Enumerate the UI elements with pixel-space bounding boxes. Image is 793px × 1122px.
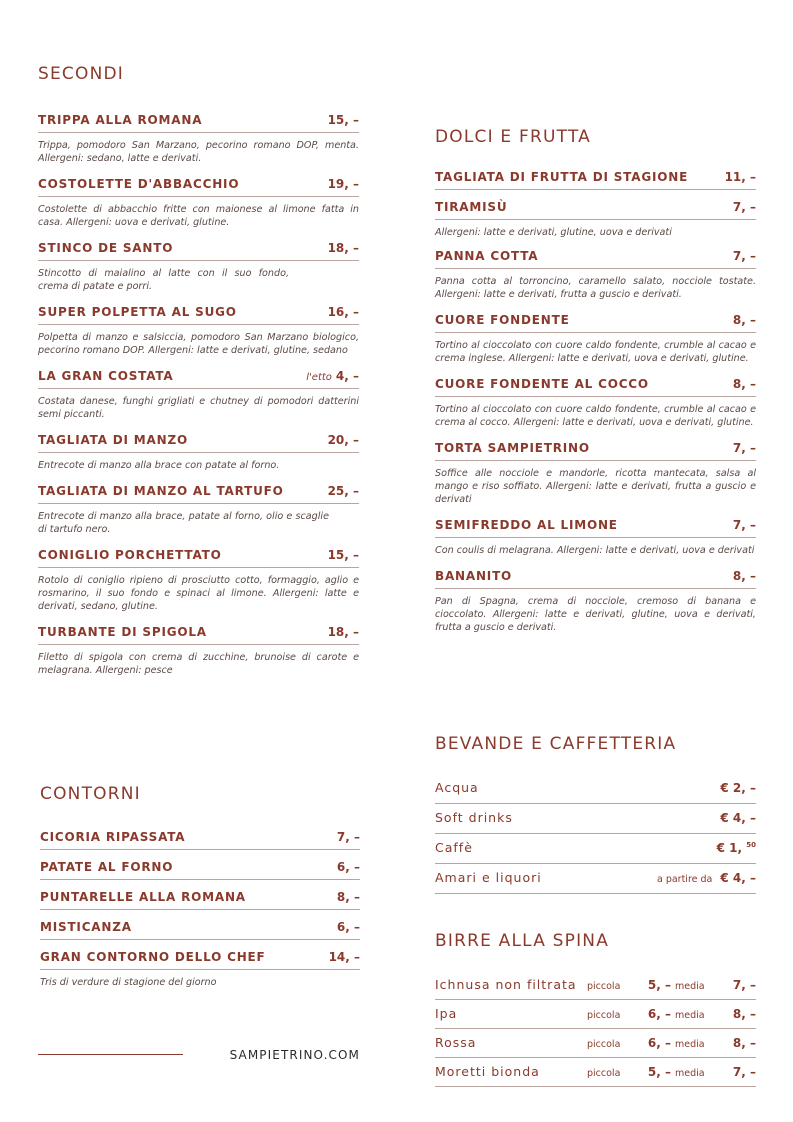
beer-row — [435, 1033, 756, 1058]
menu-item — [38, 484, 359, 536]
item-name: CONIGLIO PORCHETTATO — [38, 548, 222, 562]
item-name: PANNA COTTA — [435, 249, 539, 263]
beverage-row — [435, 870, 756, 894]
item-price: 20, – — [327, 433, 359, 447]
menu-item — [435, 313, 756, 365]
beverage-name: Acqua — [435, 780, 479, 795]
item-price: 18, – — [327, 625, 359, 639]
item-price: 8, – — [732, 569, 756, 583]
beer-price-medium: 7, – — [732, 978, 756, 992]
item-price: 8, – — [336, 890, 360, 904]
item-description: Entrecote di manzo alla brace con patate al forno. — [38, 460, 280, 471]
item-name: COSTOLETTE D'ABBACCHIO — [38, 177, 240, 191]
item-description: Con coulis di melagrana. Allergeni: latte e derivati, uova e derivati — [435, 545, 755, 556]
beer-size-medium: media — [675, 981, 705, 992]
beverage-price: € 4, – — [720, 871, 756, 885]
menu-item — [40, 830, 360, 850]
item-name: LA GRAN COSTATA — [38, 369, 174, 383]
birre-title: BIRRE ALLA SPINA — [435, 931, 610, 951]
menu-item — [40, 890, 360, 910]
item-description: Trippa, pomodoro San Marzano, pecorino romano DOP, menta. Allergeni: sedano, latte e derivati. — [38, 140, 359, 164]
beverage-price: € 2, – — [720, 781, 756, 795]
menu-item — [40, 860, 360, 880]
item-name: GRAN CONTORNO DELLO CHEF — [40, 950, 266, 964]
birre-section — [435, 933, 756, 1087]
item-name: TIRAMISÙ — [435, 200, 508, 214]
item-description: Costata danese, funghi grigliati e chutney di pomodori datterini semi piccanti. — [38, 396, 359, 420]
menu-item — [38, 113, 359, 165]
item-description: Panna cotta al torroncino, caramello salato, nocciole tostate. Allergeni: latte e derivati, frutta a guscio e derivati. — [435, 276, 756, 300]
item-name: TAGLIATA DI FRUTTA DI STAGIONE — [435, 170, 689, 184]
menu-item — [435, 249, 756, 301]
item-name: MISTICANZA — [40, 920, 132, 934]
menu-item — [38, 433, 359, 472]
item-name: TRIPPA ALLA ROMANA — [38, 113, 203, 127]
price-note: a partire da — [656, 874, 713, 885]
item-description: Allergeni: latte e derivati, glutine, uova e derivati — [435, 227, 672, 238]
beer-name: Ipa — [435, 1006, 458, 1021]
item-description: Costolette di abbacchio fritte con maionese al limone fatta in casa. Allergeni: uova e derivati, glutine. — [38, 204, 359, 228]
beer-name: Rossa — [435, 1035, 477, 1050]
item-name: PUNTARELLE ALLA ROMANA — [40, 890, 246, 904]
item-price: 6, – — [336, 920, 360, 934]
beer-size-small: piccola — [587, 1039, 621, 1050]
item-name: CICORIA RIPASSATA — [40, 830, 186, 844]
beverage-row — [435, 780, 756, 804]
item-price: 7, – — [732, 518, 756, 532]
item-price: 15, – — [327, 548, 359, 562]
beer-size-medium: media — [675, 1039, 705, 1050]
dolci-section — [435, 129, 756, 646]
beer-row — [435, 1004, 756, 1029]
menu-item — [38, 369, 359, 421]
secondi-list — [38, 113, 359, 677]
item-name: STINCO DE SANTO — [38, 241, 174, 255]
beverage-name: Soft drinks — [435, 810, 513, 825]
birre-list — [435, 975, 756, 1087]
item-price: 25, – — [327, 484, 359, 498]
beverage-price: € 4, – — [720, 811, 756, 825]
item-price: 18, – — [327, 241, 359, 255]
footer-divider — [38, 1054, 183, 1055]
item-description: Pan di Spagna, crema di nocciole, cremoso di banana e cioccolato. Allergeni: latte e derivati, glutine, uova e derivati, frutta a guscio e derivati. — [435, 596, 756, 633]
item-description: Stincotto di maialino al latte con il suo fondo, crema di patate e porri. — [38, 268, 289, 292]
bevande-title: BEVANDE E CAFFETTERIA — [435, 734, 677, 754]
item-name: BANANITO — [435, 569, 513, 583]
item-price: 7, – — [732, 249, 756, 263]
item-name: PATATE AL FORNO — [40, 860, 174, 874]
menu-item — [435, 170, 756, 190]
item-name: TORTA SAMPIETRINO — [435, 441, 590, 455]
item-price: 11, – — [724, 170, 756, 184]
menu-item — [38, 241, 359, 293]
beer-price-small: 6, – — [647, 1007, 671, 1021]
beverage-name: Amari e liquori — [435, 870, 542, 885]
item-name: TAGLIATA DI MANZO AL TARTUFO — [38, 484, 284, 498]
menu-item — [435, 200, 756, 239]
item-description: Polpetta di manzo e salsiccia, pomodoro San Marzano biologico, pecorino romano DOP. Allergeni: latte e derivati, glutine, sedano — [38, 332, 359, 356]
menu-item — [40, 950, 360, 989]
item-name: SEMIFREDDO AL LIMONE — [435, 518, 618, 532]
item-name: TAGLIATA DI MANZO — [38, 433, 188, 447]
item-price: 6, – — [336, 860, 360, 874]
contorni-title: CONTORNI — [40, 784, 141, 804]
item-price: 14, – — [328, 950, 360, 964]
beer-size-small: piccola — [587, 981, 621, 992]
menu-item — [435, 569, 756, 634]
beer-size-small: piccola — [587, 1010, 621, 1021]
menu-item — [435, 377, 756, 429]
item-description: Filetto di spigola con crema di zucchine, brunoise di carote e melagrana. Allergeni: pesce — [38, 652, 359, 676]
item-name: CUORE FONDENTE — [435, 313, 570, 327]
beer-price-medium: 7, – — [732, 1065, 756, 1079]
dolci-title: DOLCI E FRUTTA — [435, 127, 591, 147]
menu-item — [38, 548, 359, 613]
beverage-row — [435, 810, 756, 834]
beer-size-medium: media — [675, 1068, 705, 1079]
item-name: TURBANTE DI SPIGOLA — [38, 625, 207, 639]
menu-item — [38, 305, 359, 357]
beverage-name: Caffè — [435, 840, 473, 855]
beer-row — [435, 975, 756, 1000]
beer-row — [435, 1062, 756, 1087]
dolci-list — [435, 170, 756, 634]
beer-name: Ichnusa non filtrata — [435, 977, 577, 992]
beer-price-medium: 8, – — [732, 1007, 756, 1021]
menu-item — [40, 920, 360, 940]
item-description: Tortino al cioccolato con cuore caldo fondente, crumble al cacao e crema inglese. Allergeni: latte e derivati, uova e derivati, glutine. — [435, 340, 756, 364]
item-description: Tortino al cioccolato con cuore caldo fondente, crumble al cacao e crema al cocco. Allergeni: latte e derivati, uova e derivati, glutine. — [435, 404, 756, 428]
item-description: Rotolo di coniglio ripieno di prosciutto cotto, formaggio, aglio e rosmarino, il suo fondo e spinaci al limone. Allergeni: latte e derivati, sedano, glutine. — [38, 575, 359, 612]
beverage-price: € 1, — [716, 841, 743, 855]
beer-price-small: 5, – — [647, 978, 671, 992]
beer-price-medium: 8, – — [732, 1036, 756, 1050]
item-price: 7, – — [732, 441, 756, 455]
item-name: CUORE FONDENTE AL COCCO — [435, 377, 649, 391]
beer-size-small: piccola — [587, 1068, 621, 1079]
price-note: l'etto — [306, 372, 332, 383]
item-price: 7, – — [336, 830, 360, 844]
item-description: Tris di verdure di stagione del giorno — [40, 977, 217, 988]
menu-item — [38, 625, 359, 677]
beer-price-small: 5, – — [647, 1065, 671, 1079]
beverage-row — [435, 840, 756, 864]
bevande-list — [435, 780, 756, 894]
beer-size-medium: media — [675, 1010, 705, 1021]
item-price: 8, – — [732, 377, 756, 391]
secondi-section — [38, 66, 359, 689]
item-price: 4, – — [335, 369, 359, 383]
contorni-section — [40, 786, 360, 1001]
item-description: Soffice alle nocciole e mandorle, ricotta mantecata, salsa al mango e riso soffiato. Allergeni: latte e derivati, frutta a guscio e derivati — [435, 468, 756, 505]
beer-name: Moretti bionda — [435, 1064, 540, 1079]
contorni-list — [40, 830, 360, 989]
menu-item — [435, 441, 756, 506]
item-description: Entrecote di manzo alla brace, patate al forno, olio e scaglie di tartufo nero. — [38, 511, 329, 535]
item-price: 7, – — [732, 200, 756, 214]
item-price: 16, – — [327, 305, 359, 319]
website-link[interactable]: SAMPIETRINO.COM — [229, 1048, 360, 1062]
secondi-title: SECONDI — [38, 64, 125, 84]
beverage-price-cents: 50 — [746, 841, 756, 849]
beer-price-small: 6, – — [647, 1036, 671, 1050]
menu-item — [38, 177, 359, 229]
item-price: 15, – — [327, 113, 359, 127]
bevande-section — [435, 736, 756, 894]
menu-item — [435, 518, 756, 557]
item-price: 19, – — [327, 177, 359, 191]
item-name: SUPER POLPETTA AL SUGO — [38, 305, 237, 319]
item-price: 8, – — [732, 313, 756, 327]
